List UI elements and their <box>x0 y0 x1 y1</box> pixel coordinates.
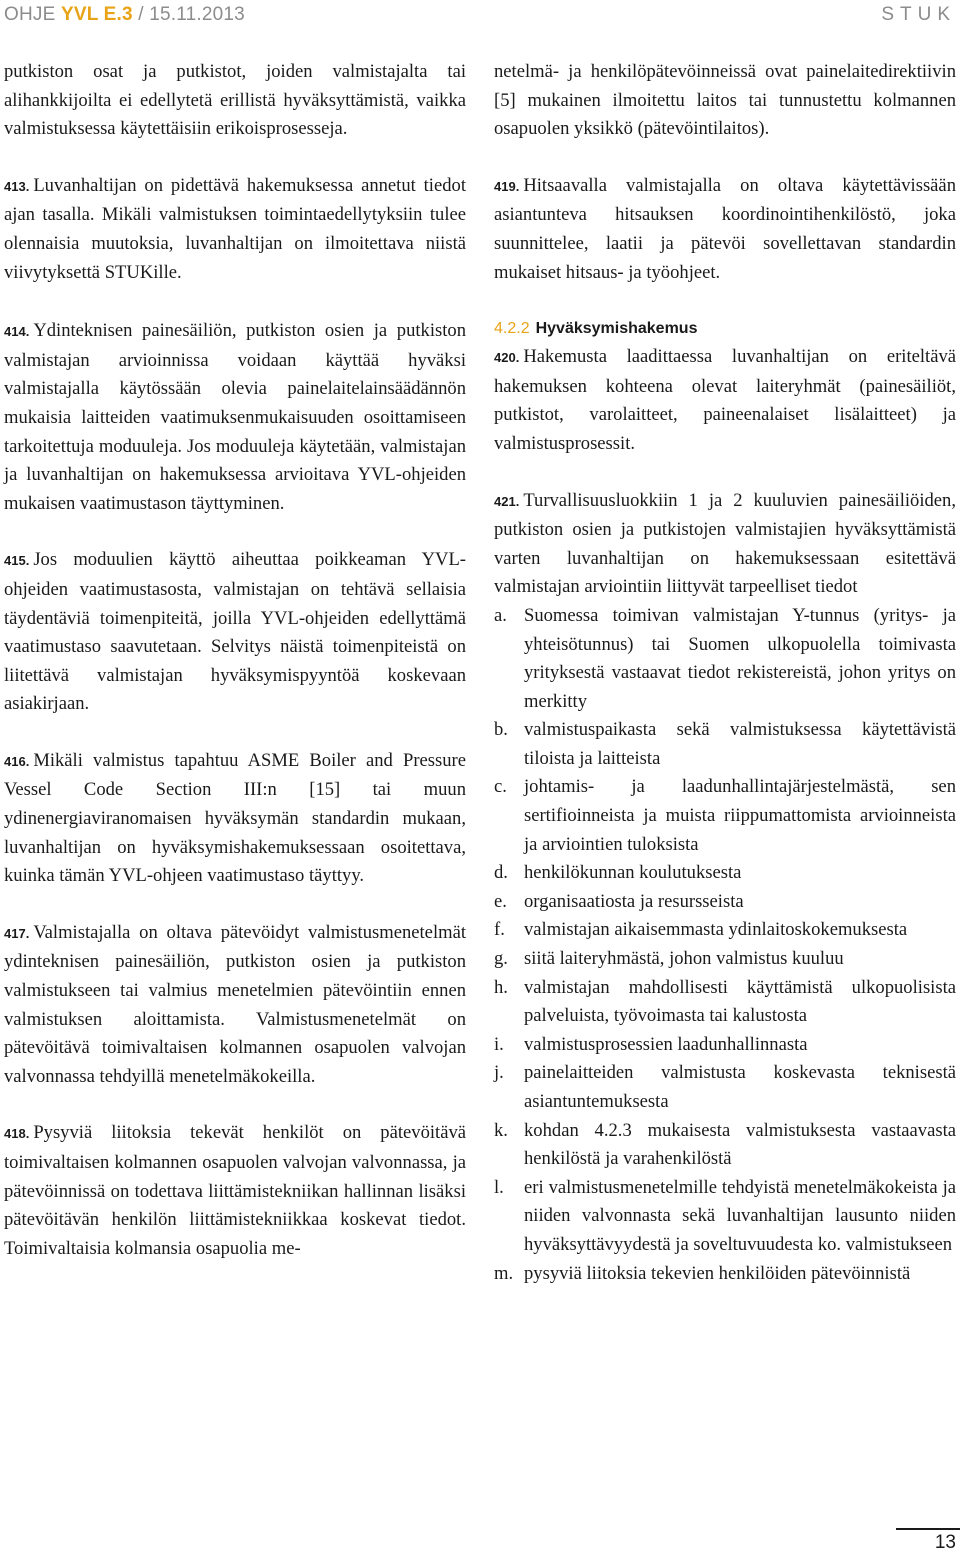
requirements-list <box>494 602 956 1288</box>
left-column <box>4 58 466 1263</box>
paragraph-420 <box>494 343 956 458</box>
paragraph-continuation <box>4 58 466 144</box>
paragraph-text: Ydinteknisen painesäiliön, putkiston osien ja putkiston valmistajan arvioinnissa voidaan käyttää hyväksi valmistajalla käytössään olevia painelaitelainsäädännön mukaisia laitteiden vaatimuksenmukaisuuden osoittamiseen tarkoitettuja moduuleja. Jos moduuleja käytetään, valmistajan ja luvanhaltijan on hakemuksessa arvioitava YVL-ohjeiden mukaisen vaatimustason täyttyminen. <box>4 320 466 514</box>
list-item-letter: i. <box>494 1033 504 1055</box>
list-item <box>494 974 956 1031</box>
list-item-text: valmistajan mahdollisesti käyttämistä ulkopuolisista palveluista, työvoimasta tai kalustosta <box>524 976 956 1027</box>
paragraph-text: Turvallisuusluokkiin 1 ja 2 kuuluvien painesäiliöiden, putkiston osien ja putkistojen valmistajien hyväksyttämistä varten luvanhaltijan on hakemuksessaan esitettävä valmistajan arviointiin liittyvät tarpeelliset tiedot <box>494 489 956 598</box>
paragraph-number: 421. <box>494 493 520 509</box>
paragraph-text: Mikäli valmistus tapahtuu ASME Boiler and Pressure Vessel Code Section III:n [15] tai muun ydinenergiaviranomaisen hyväksymän standardin mukaan, luvanhaltijan on hyväksymishakemuksessaan osoitettava, kuinka tämän YVL-ohjeen vaatimustaso täyttyy. <box>4 749 466 887</box>
section-number: 4.2.2 <box>494 320 530 338</box>
page-header <box>0 0 960 34</box>
paragraph-421 <box>494 487 956 602</box>
list-item-letter: g. <box>494 948 508 970</box>
paragraph-number: 419. <box>494 178 520 194</box>
list-item-text: pysyviä liitoksia tekevien henkilöiden pätevöinnistä <box>524 1262 911 1284</box>
paragraph-text: putkiston osat ja putkistot, joiden valmistajalta tai alihankkijoilta ei edellytetä erillistä hyväksyttämistä, vaikka valmistuksessa käytettäisiin erikoisprosesseja. <box>4 61 466 140</box>
list-item-text: valmistuspaikasta sekä valmistuksessa käytettävistä tiloista ja laitteista <box>524 719 956 769</box>
header-guide-code: YVL E.3 <box>60 4 133 25</box>
list-item <box>494 602 956 716</box>
list-item <box>494 859 956 888</box>
list-item-letter: h. <box>494 976 508 998</box>
list-item <box>494 716 956 773</box>
header-org: STUK <box>881 4 956 25</box>
list-item-text: henkilökunnan koulutuksesta <box>524 862 742 884</box>
list-item-text: Suomessa toimivan valmistajan Y-tunnus (yritys- ja yhteisötunnus) tai Suomen ulkopuolella toimivasta yrityksestä vastaavat tiedot rekistereistä, johon yritys on merkitty <box>524 604 956 712</box>
paragraph-416 <box>4 747 466 891</box>
header-guide-reference <box>4 4 245 26</box>
paragraph-continuation-right <box>494 58 956 144</box>
page-number-rule <box>896 1528 960 1530</box>
list-item <box>494 773 956 859</box>
right-column <box>494 58 956 1288</box>
header-prefix: OHJE <box>4 4 61 25</box>
list-item-text: valmistajan aikaisemmasta ydinlaitoskokemuksesta <box>524 919 908 941</box>
paragraph-text: Hakemusta laadittaessa luvanhaltijan on eriteltävä hakemuksen kohteena olevat laiteryhmät (painesäiliöt, putkistot, varolaitteet, paineenalaiset lisälaitteet) ja valmistusprosessit. <box>494 346 956 454</box>
paragraph-number: 414. <box>4 324 30 340</box>
paragraph-419 <box>494 172 956 287</box>
list-item-text: valmistusprosessien laadunhallinnasta <box>524 1033 808 1055</box>
paragraph-number: 416. <box>4 753 30 769</box>
list-item-letter: e. <box>494 890 507 912</box>
section-title: Hyväksymishakemus <box>535 320 698 338</box>
paragraph-text: Valmistajalla on oltava pätevöidyt valmistusmenetelmät ydinteknisen painesäiliön, putkiston osien ja putkiston valmistukseen tai valmius menetelmien pätevöintiin ennen valmistuksen aloittamista. Valmistusmenetelmät on pätevöitävä toimivaltaisen kolmannen osapuolen valvojan valvonnassa tehdyillä menetelmäkokeilla. <box>4 921 466 1087</box>
paragraph-413 <box>4 172 466 287</box>
paragraph-number: 415. <box>4 553 30 569</box>
paragraph-number: 420. <box>494 350 520 366</box>
list-item <box>494 1260 956 1289</box>
paragraph-text: Pysyviä liitoksia tekevät henkilöt on pätevöitävä toimivaltaisen kolmannen osapuolen valvojan valvonnassa, ja pätevöinnissä on todettava liittämistekniikan hallinnan lisäksi pätevöitävän henkilön liittämistekniikkaa koskevat tiedot. Toimivaltaisia kolmansia osapuolia me- <box>4 1122 466 1259</box>
list-item <box>494 1031 956 1060</box>
list-item-letter: d. <box>494 862 508 884</box>
list-item-letter: c. <box>494 776 507 798</box>
section-heading <box>494 315 956 343</box>
list-item-text: siitä laiteryhmästä, johon valmistus kuuluu <box>524 948 844 970</box>
list-item-text: kohdan 4.2.3 mukaisesta valmistuksesta vastaavasta henkilöstä ja varahenkilöstä <box>524 1119 956 1170</box>
header-date: / 15.11.2013 <box>132 4 245 25</box>
list-item <box>494 945 956 974</box>
list-item <box>494 1174 956 1260</box>
list-item-letter: b. <box>494 719 508 741</box>
list-item-letter: f. <box>494 919 505 941</box>
list-item <box>494 1117 956 1174</box>
paragraph-415 <box>4 546 466 719</box>
list-item-text: eri valmistusmenetelmille tehdyistä menetelmäkokeista ja niiden valvonnasta sekä luvanhaltijan lausunto niiden hyväksyttävyydestä ja soveltuvuudesta ko. valmistukseen <box>524 1176 956 1255</box>
list-item <box>494 1059 956 1116</box>
paragraph-number: 413. <box>4 178 30 194</box>
paragraph-text: netelmä- ja henkilöpätevöinneissä ovat painelaitedirektiivin [5] mukainen ilmoitettu laitos tai tunnustettu kolmannen osapuolen yksikkö (pätevöintilaitos). <box>494 61 956 140</box>
paragraph-418 <box>4 1119 466 1263</box>
list-item-letter: k. <box>494 1119 508 1141</box>
list-item-text: organisaatiosta ja resursseista <box>524 890 744 912</box>
list-item-letter: l. <box>494 1176 504 1198</box>
paragraph-text: Hitsaavalla valmistajalla on oltava käytettävissään asiantunteva hitsauksen koordinointihenkilöstö, joka suunnittelee, laatii ja pätevöi sovellettavan standardin mukaiset hitsaus- ja työohjeet. <box>494 174 956 283</box>
page-number: 13 <box>934 1532 956 1553</box>
paragraph-414 <box>4 317 466 518</box>
paragraph-number: 417. <box>4 925 30 941</box>
paragraph-text: Luvanhaltijan on pidettävä hakemuksessa annetut tiedot ajan tasalla. Mikäli valmistuksen toimintaedellytyksiin tulee olennaisia muutoksia, luvanhaltijan on ilmoitettava niistä viivytyksettä STUKille. <box>4 174 466 283</box>
list-item <box>494 888 956 917</box>
paragraph-text: Jos moduulien käyttö aiheuttaa poikkeaman YVL-ohjeiden vaatimustasosta, valmistajan on tehtävä sellaisia täydentäviä toimenpiteitä, joilla YVL-ohjeiden edellyttämä vaatimustaso saavutetaan. Selvitys näistä toimenpiteistä on liitettävä valmistajan hyväksymispyyntöä koskevaan asiakirjaan. <box>4 549 466 715</box>
list-item-text: johtamis- ja laadunhallintajärjestelmästä, sen sertifioinneista ja muista riippumattomista arvioinneista ja arviointien tuloksista <box>524 776 956 855</box>
list-item-letter: j. <box>494 1062 504 1084</box>
list-item <box>494 916 956 945</box>
paragraph-number: 418. <box>4 1126 30 1142</box>
paragraph-417 <box>4 919 466 1092</box>
list-item-letter: a. <box>494 604 507 626</box>
list-item-letter: m. <box>494 1262 514 1284</box>
list-item-text: painelaitteiden valmistusta koskevasta teknisestä asiantuntemuksesta <box>524 1062 956 1112</box>
